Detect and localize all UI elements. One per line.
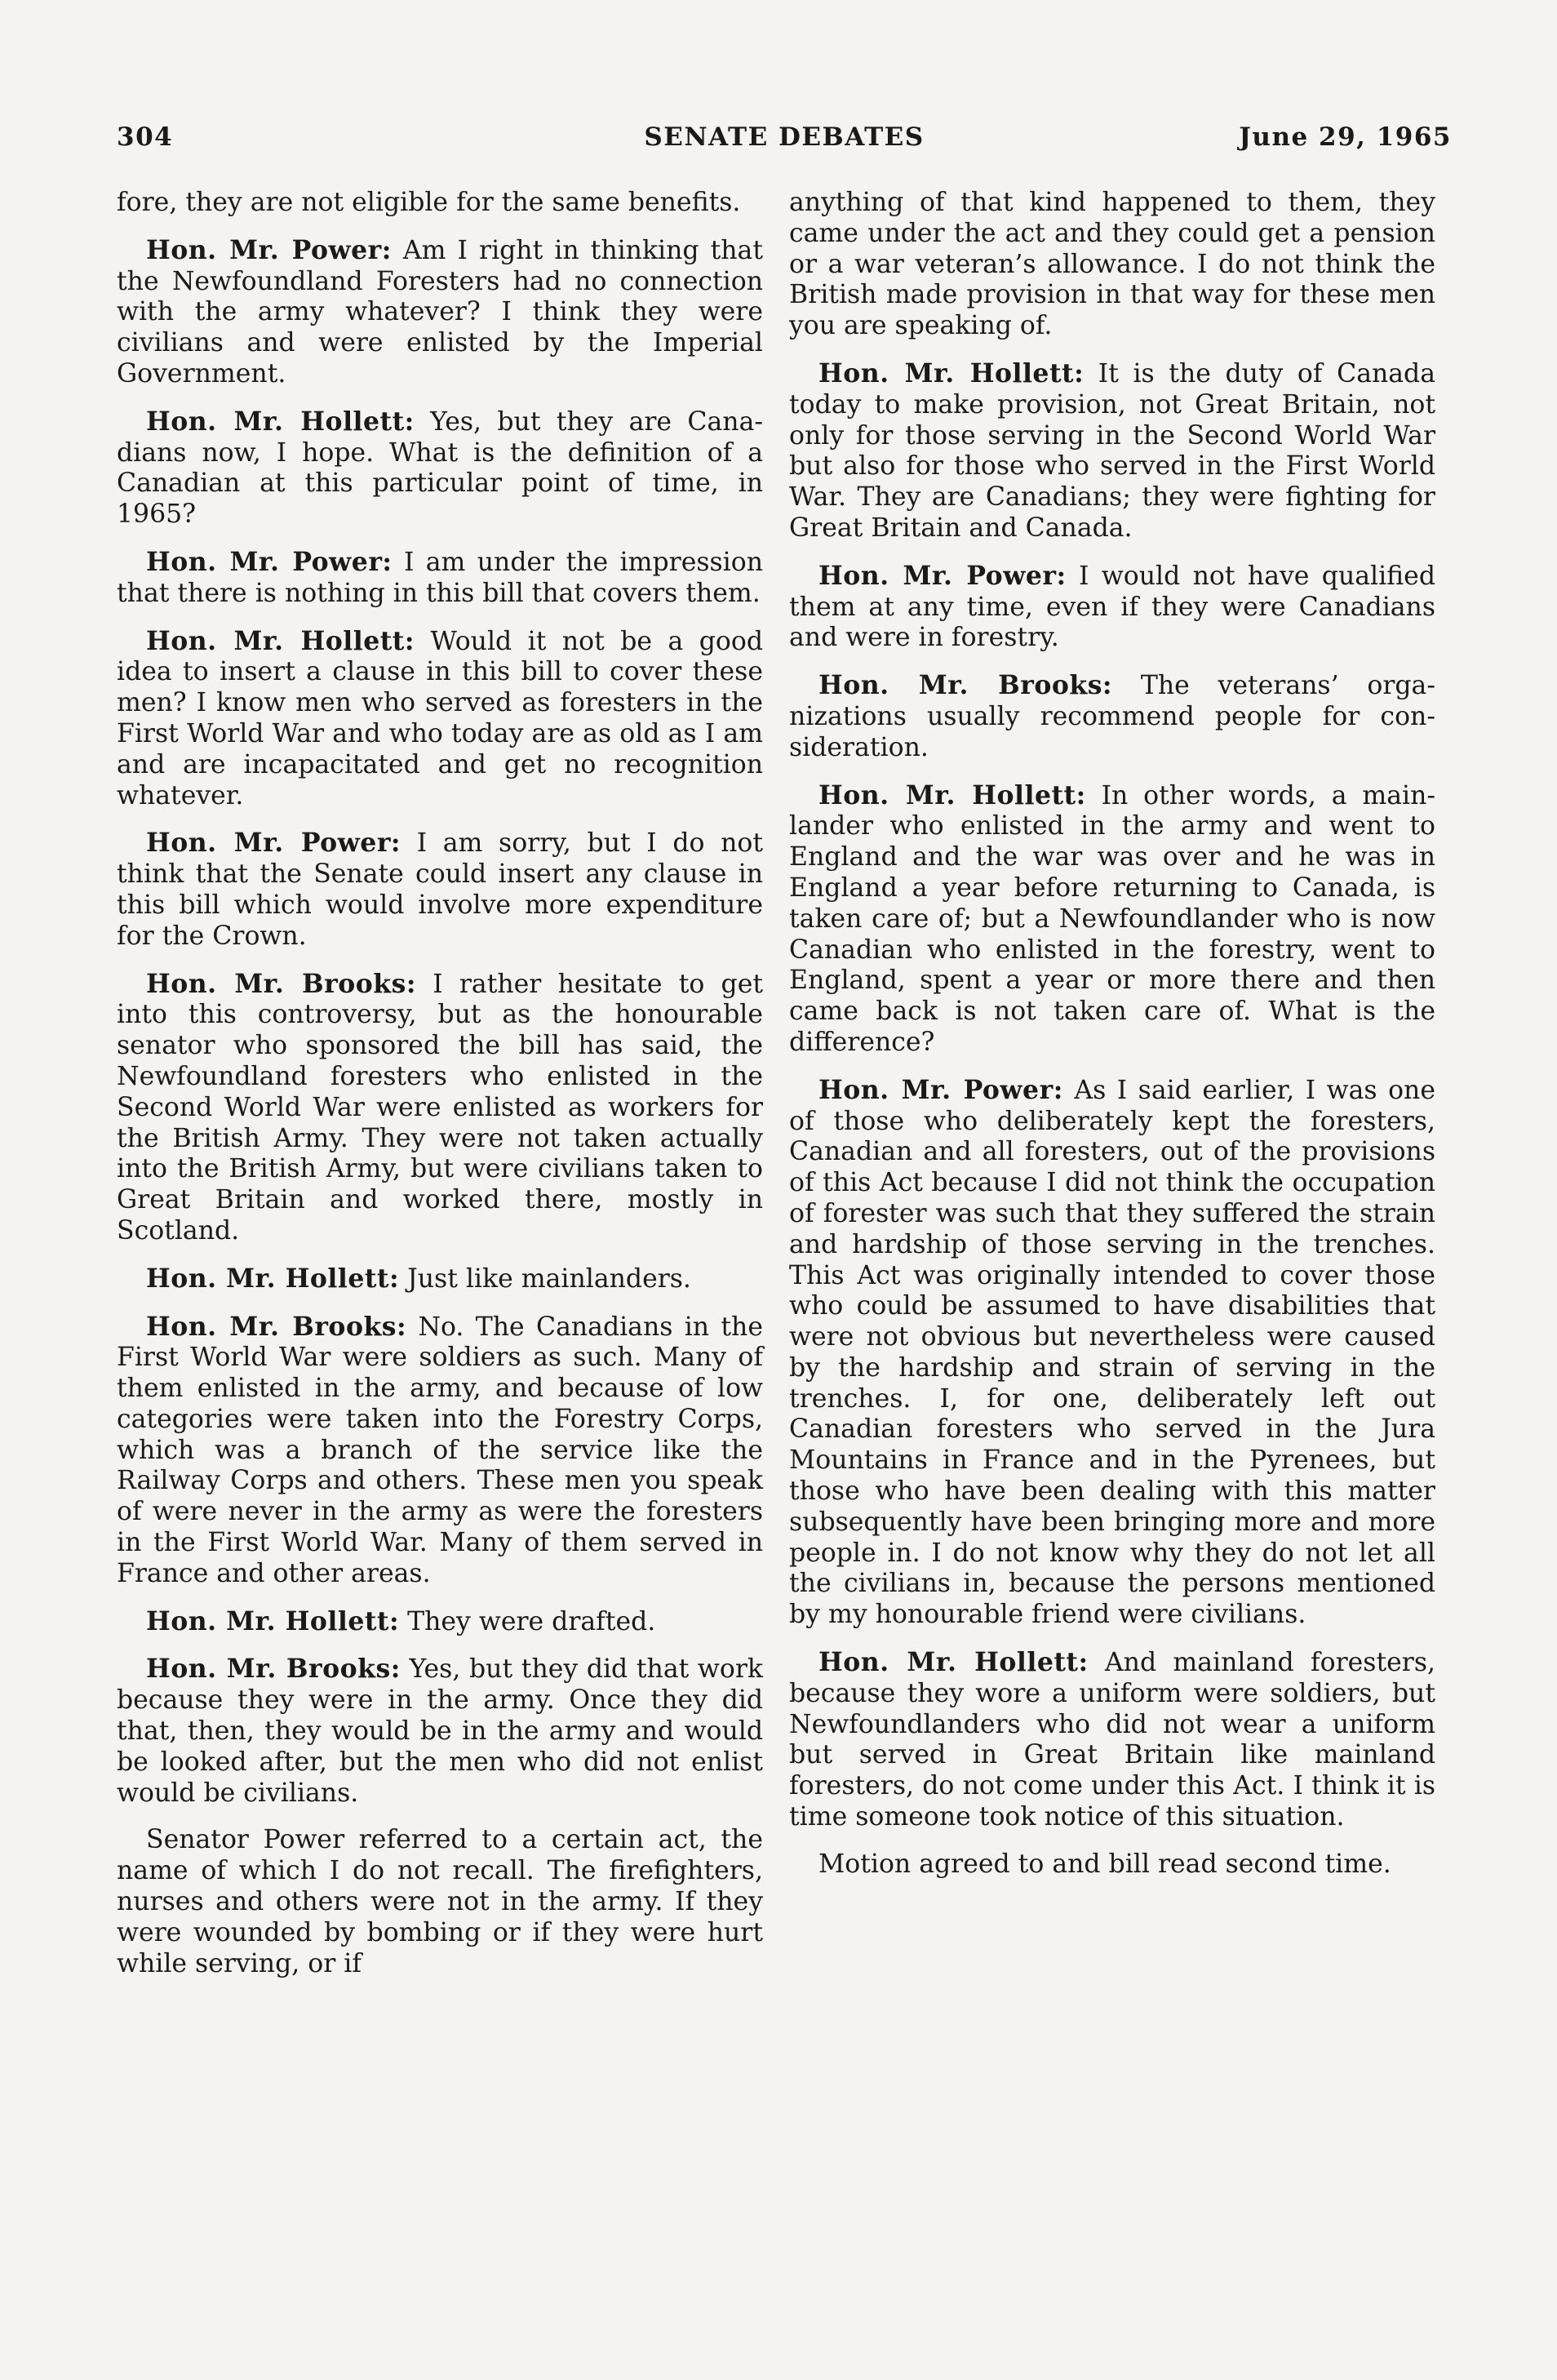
speaker-name: Hon. Mr. Power: <box>818 560 1067 591</box>
speaker-name: Hon. Mr. Power: <box>146 234 392 265</box>
publication-date: June 29, 1965 <box>1239 122 1452 152</box>
paragraph: Senator Power referred to a certain act, the name of which I do not recall. The firefighters, nurses and others were not in the army. If they were wounded by bombing or if they were hurt while serving, or if <box>117 1825 763 1978</box>
speaker-name: Hon. Mr. Brooks: <box>818 670 1113 701</box>
paragraph: fore, they are not eligible for the same benefits. <box>117 188 741 217</box>
paragraph: Hon. Mr. Brooks: No. The Canadians in the First World War were soldiers as such. Many of them enlisted in the army, and because of low categories were taken into the Forestry Corps, which was a branch of the service like the Railway Corps and others. These men you speak of were never in the army as were the foresters in the First World War. Many of them served in France and other areas. <box>117 1311 763 1588</box>
speaker-name: Hon. Mr. Hollett: <box>146 406 415 437</box>
speaker-name: Hon. Mr. Hollett: <box>146 1263 400 1294</box>
publication-title: SENATE DEBATES <box>644 122 925 152</box>
speaker-name: Hon. Mr. Hollett: <box>146 1605 400 1636</box>
paragraph: Hon. Mr. Power: I am under the impression that there is nothing in this bill that covers them. <box>117 546 763 608</box>
paragraph: Motion agreed to and bill read second time. <box>818 1849 1391 1879</box>
page-number: 304 <box>117 122 174 152</box>
paragraph: Hon. Mr. Power: Am I right in thinking that the Newfoundland Foresters had no connection with the army whatever? I think they were civilians and were enlisted by the Imperial Government. <box>117 234 763 389</box>
left-column <box>117 188 763 1996</box>
speaker-name: Hon. Mr. Hollett: <box>818 779 1086 810</box>
paragraph: Hon. Mr. Brooks: The veterans’ organizations usually recommend people for consideration. <box>789 670 1435 762</box>
speaker-name: Hon. Mr. Power: <box>146 828 401 859</box>
speaker-name: Hon. Mr. Brooks: <box>146 1654 401 1685</box>
paragraph: Hon. Mr. Brooks: I rather hesitate to get into this controversy, but as the honourable senator who sponsored the bill has said, the Newfoundland foresters who enlisted in the Second World War were enlisted as workers for the British Army. They were not taken actually into the British Army, but were civilians taken to Great Britain and worked there, mostly in Scotland. <box>117 968 764 1246</box>
paragraph: anything of that kind happened to them, they came under the act and they could get a pension or a war veteran’s allowance. I do not think the British made provision in that way for these men you are speaking of. <box>789 188 1435 341</box>
paragraph: Hon. Mr. Hollett: In other words, a mainlander who enlisted in the army and went to England and the war was over and he was in England a year before returning to Canada, is taken care of; but a Newfoundlander who is now Canadian who enlisted in the forestry, went to England, spent a year or more there and then came back is not taken care of. What is the difference? <box>789 779 1436 1057</box>
paragraph: Hon. Mr. Power: I would not have qualified them at any time, even if they were Canadians and were in forestry. <box>789 560 1435 653</box>
speaker-name: Hon. Mr. Power: <box>818 1074 1063 1105</box>
right-column <box>789 188 1435 1897</box>
speaker-name: Hon. Mr. Brooks: <box>146 968 416 999</box>
speaker-name: Hon. Mr. Power: <box>146 546 393 577</box>
paragraph: Hon. Mr. Brooks: Yes, but they did that work because they were in the army. Once they did that, then, they would be in the army and would be looked after, but the men who did not enlist would be civilians. <box>117 1654 763 1808</box>
speaker-name: Hon. Mr. Brooks: <box>146 1311 407 1342</box>
paragraph: Hon. Mr. Hollett: Just like mainlanders. <box>146 1263 691 1294</box>
paragraph: Hon. Mr. Hollett: And mainland foresters, because they wore a uniform were soldiers, but Newfoundlanders who did not wear a uniform but served in Great Britain like mainland foresters, do not come under this Act. I think it is time someone took notice of this situation. <box>789 1647 1435 1832</box>
paragraph: Hon. Mr. Power: As I said earlier, I was one of those who deliberately kept the foresters, Canadian and all foresters, out of the provisions of this Act because I did not think the occupation of forester was such that they suffered the strain and hardship of those serving in the trenches. This Act was originally intended to cover those who could be assumed to have disabilities that were not obvious but nevertheless were caused by the hardship and strain of serving in the trenches. I, for one, deliberately left out Canadian foresters who served in the Jura Mountains in France and in the Pyrenees, but those who have been dealing with this matter subsequently have been bringing more and more people in. I do not know why they do not let all the civilians in, because the persons mentioned by my honourable friend were civilians. <box>789 1074 1435 1630</box>
paragraph: Hon. Mr. Hollett: Would it not be a good idea to insert a clause in this bill to cover these men? I know men who served as foresters in the First World War and who today are as old as I am and are incapacitated and get no recognition whatever. <box>117 625 764 810</box>
paragraph: Hon. Mr. Hollett: It is the duty of Canada today to make provision, not Great Britain, not only for those serving in the Second World War but also for those who served in the First World War. They are Canadians; they were fighting for Great Britain and Canada. <box>789 357 1436 543</box>
paragraph: Hon. Mr. Hollett: Yes, but they are Canadians now, I hope. What is the definition of a Canadian at this particular point of time, in 1965? <box>117 406 764 530</box>
paragraph: Hon. Mr. Power: I am sorry, but I do not think that the Senate could insert any clause in this bill which would involve more expenditure for the Crown. <box>117 828 763 951</box>
speaker-name: Hon. Mr. Hollett: <box>146 625 415 656</box>
speaker-name: Hon. Mr. Hollett: <box>818 1647 1089 1678</box>
page-header <box>117 122 1452 163</box>
paragraph: Hon. Mr. Hollett: They were drafted. <box>146 1605 656 1636</box>
speaker-name: Hon. Mr. Hollett: <box>818 357 1085 389</box>
